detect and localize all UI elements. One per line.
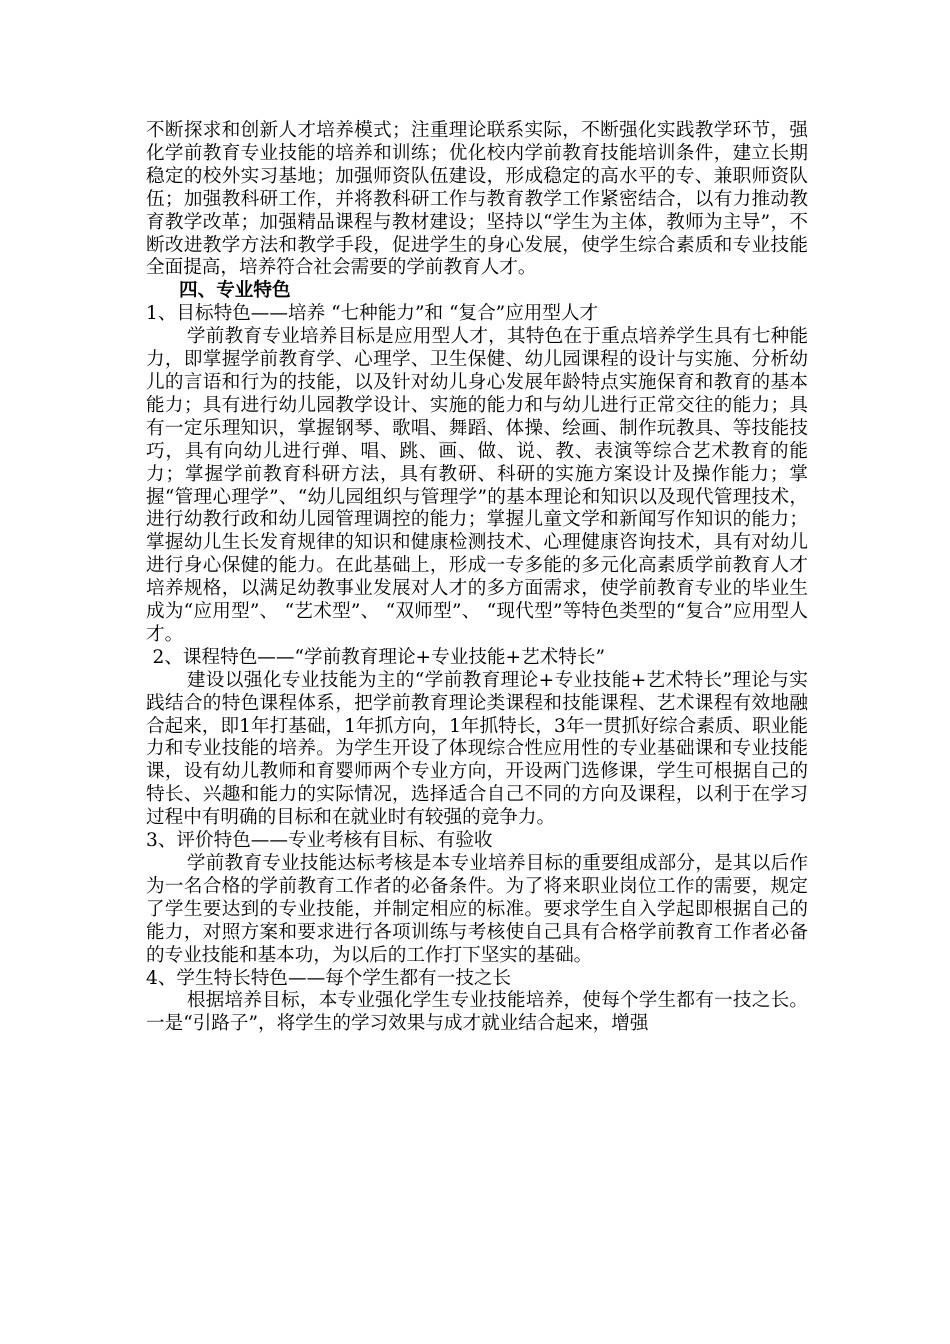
document-page bbox=[146, 120, 808, 1036]
paragraph-goal-features: 学前教育专业培养目标是应用型人才，其特色在于重点培养学生具有七种能力，即掌握学前教育学、心理学、卫生保健、幼儿园课程的设计与实施、分析幼儿的言语和行为的技能，以及针对幼儿身心发展年龄特点实施保育和教育的基本能力；具有进行幼儿园教学设计、实施的能力和与幼儿进行正常交往的能力；具有一定乐理知识，掌握钢琴、歌唱、舞蹈、体操、绘画、制作玩教具、等技能技巧，具有向幼儿进行弹、唱、跳、画、做、说、教、表演等综合艺术教育的能力；掌握学前教育科研方法，具有教研、科研的实施方案设计及操作能力；掌握“管理心理学”、“幼儿园组织与管理学”的基本理论和知识以及现代管理技术，进行幼教行政和幼儿园管理调控的能力；掌握儿童文学和新闻写作知识的能力；掌握幼儿生长发育规律的知识和健康检测技术、心理健康咨询技术，具有对幼儿进行身心保健的能力。在此基础上，形成一专多能的多元化高素质学前教育人才培养规格，以满足幼教事业发展对人才的多方面需求，使学前教育专业的毕业生成为“应用型”、 “艺术型”、 “双师型”、 “现代型”等特色类型的“复合”应用型人才。 bbox=[146, 326, 808, 645]
paragraph-course-features: 建设以强化专业技能为主的“学前教育理论+专业技能+艺术特长”理论与实践结合的特色课程体系，把学前教育理论类课程和技能课程、艺术课程有效地融合起来，即1年打基础，1年抓方向，1年抓特长，3年一贯抓好综合素质、职业能力和专业技能的培养。为学生开设了体现综合性应用性的专业基础课和专业技能课，设有幼儿教师和育婴师两个专业方向，开设两门选修课，学生可根据自己的特长、兴趣和能力的实际情况，选择适合自己不同的方向及课程，以利于在学习过程中有明确的目标和在就业时有较强的竞争力。 bbox=[146, 669, 808, 829]
intro-paragraph: 不断探求和创新人才培养模式；注重理论联系实际，不断强化实践教学环节，强化学前教育专业技能的培养和训练；优化校内学前教育技能培训条件，建立长期稳定的校外实习基地；加强师资队伍建设，形成稳定的高水平的专、兼职师资队伍；加强教科研工作，并将教科研工作与教育教学工作紧密结合，以有力推动教育教学改革；加强精品课程与教材建设；坚持以“学生为主体，教师为主导”，不断改进教学方法和教学手段，促进学生的身心发展，使学生综合素质和专业技能全面提高，培养符合社会需要的学前教育人才。 bbox=[146, 120, 808, 279]
paragraph-evaluation-features: 学前教育专业技能达标考核是本专业培养目标的重要组成部分，是其以后作为一名合格的学前教育工作者的必备条件。为了将来职业岗位工作的需要，规定了学生要达到的专业技能，并制定相应的标准。要求学生自入学起即根据自己的能力，对照方案和要求进行各项训练与考核使自己具有合格学前教育工作者必备的专业技能和基本功，为以后的工作打下坚实的基础。 bbox=[146, 853, 808, 966]
section-heading-specialty-features: 四、专业特色 bbox=[179, 280, 291, 302]
subheading-course-features: 2、课程特色——“学前教育理论+专业技能+艺术特长” bbox=[152, 646, 605, 668]
paragraph-student-talent-features: 根据培养目标，本专业强化学生专业技能培养，使每个学生都有一技之长。一是“引路子”，将学生的学习效果与成才就业结合起来，增强 bbox=[146, 990, 808, 1035]
subheading-goal-features: 1、目标特色——培养 “七种能力”和 “复合”应用型人才 bbox=[146, 303, 599, 325]
subheading-student-talent-features: 4、学生特长特色——每个学生都有一技之长 bbox=[146, 967, 512, 989]
subheading-evaluation-features: 3、评价特色——专业考核有目标、有验收 bbox=[146, 830, 493, 852]
